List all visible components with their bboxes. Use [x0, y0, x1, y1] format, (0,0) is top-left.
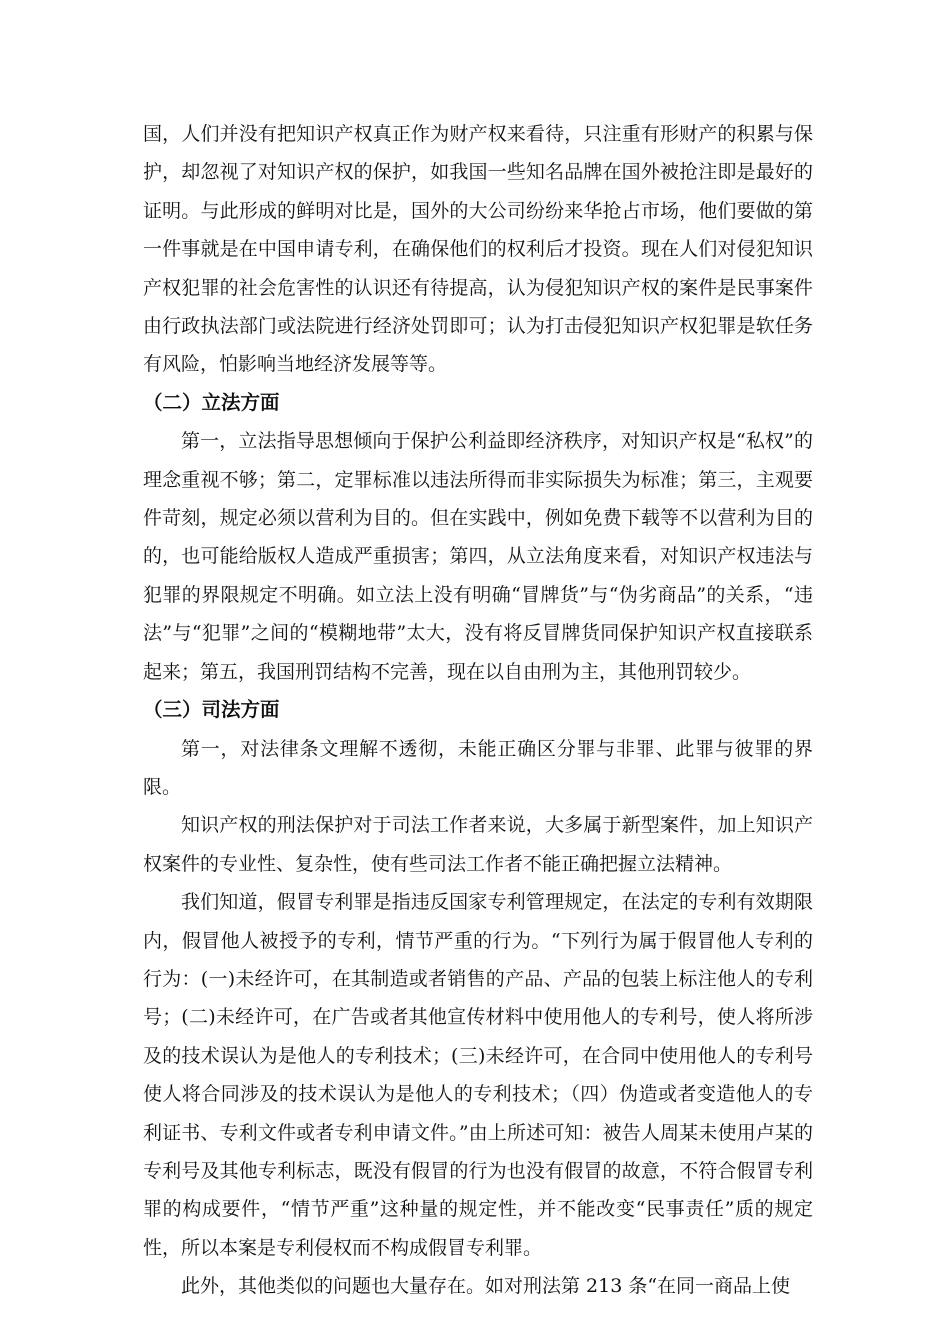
paragraph-judiciary-first: 第一，对法律条文理解不透彻，未能正确区分罪与非罪、此罪与彼罪的界限。 [143, 737, 813, 798]
paragraph-awareness: 国，人们并没有把知识产权真正作为财产权来看待，只注重有形财产的积累与保护，却忽视了对知识产权的保护，如我国一些知名品牌在国外被抢注即是最好的证明。与此形成的鲜明对比是，国外的大公司纷纷来华抢占市场，他们要做的第一件事就是在中国申请专利，在确保他们的权利后才投资。现在人们对侵犯知识产权犯罪的社会危害性的认识还有待提高，认为侵犯知识产权的案件是民事案件由行政执法部门或法院进行经济处罚即可；认为打击侵犯知识产权犯罪是软任务有风险，怕影响当地经济发展等等。 [143, 123, 813, 376]
paragraph-legislation: 第一，立法指导思想倾向于保护公利益即经济秩序，对知识产权是“私权”的理念重视不够；第二，定罪标准以违法所得而非实际损失为标准；第三，主观要件苛刻，规定必须以营利为目的。但在实践中，例如免费下载等不以营利为目的的，也可能给版权人造成严重损害；第四，从立法角度来看，对知识产权违法与犯罪的界限规定不明确。如立法上没有明确“冒牌货”与“伪劣商品”的关系，“违法”与“犯罪”之间的“模糊地带”太大，没有将反冒牌货同保护知识产权直接联系起来；第五，我国刑罚结构不完善，现在以自由刑为主，其他刑罚较少。 [143, 430, 813, 683]
document-page [143, 115, 813, 1306]
paragraph-judiciary-cases: 知识产权的刑法保护对于司法工作者来说，大多属于新型案件，加上知识产权案件的专业性、复杂性，使有些司法工作者不能正确把握立法精神。 [143, 814, 813, 875]
heading-legislation: （二）立法方面 [143, 390, 280, 414]
paragraph-other-issues: 此外，其他类似的问题也大量存在。如对刑法第 213 条“在同一商品上使 [181, 1275, 791, 1298]
heading-judiciary: （三）司法方面 [143, 698, 280, 722]
paragraph-patent-counterfeiting: 我们知道，假冒专利罪是指违反国家专利管理规定，在法定的专利有效期限内，假冒他人被授予的专利，情节严重的行为。“下列行为属于假冒他人专利的行为：(一)未经许可，在其制造或者销售的产品、产品的包装上标注他人的专利号；(二)未经许可，在广告或者其他宣传材料中使用他人的专利号，使人将所涉及的技术误认为是他人的专利技术；(三)未经许可，在合同中使用他人的专利号使人将合同涉及的技术误认为是他人的专利技术；（四）伪造或者变造他人的专利证书、专利文件或者专利申请文件。”由上所述可知：被告人周某未使用卢某的专利号及其他专利标志，既没有假冒的行为也没有假冒的故意，不符合假冒专利罪的构成要件，“情节严重”这种量的规定性，并不能改变“民事责任”质的规定性，所以本案是专利侵权而不构成假冒专利罪。 [143, 891, 813, 1259]
